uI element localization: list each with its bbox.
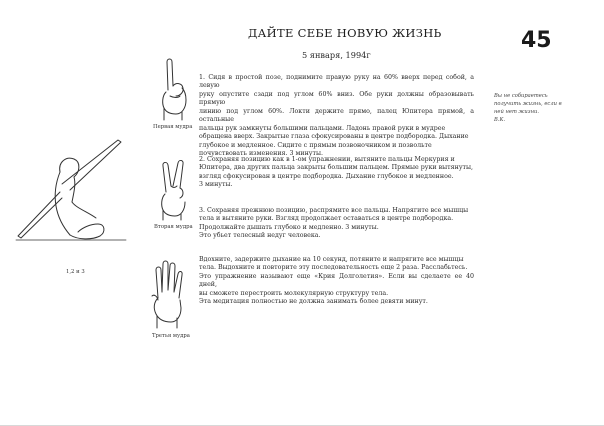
side-note-line: Вы не собираетесь (494, 93, 548, 99)
text-line: тела. Выдохните и повторите эту последовательность еще 2 раза. Расслабьтесь. (199, 264, 468, 272)
text-line: глубокое и медленное. Сидите с прямым позвоночником и позвольте (199, 141, 432, 149)
exercise-2-paragraph (199, 156, 474, 190)
text-line: обращена вверх. Закрытые глаза сфокусированы в центре подбородка. Дыхание (199, 133, 469, 141)
text-line: Продолжайте дышать глубоко и медленно. 3 минуты. (199, 223, 379, 231)
exercise-1-paragraph (199, 74, 474, 159)
second-mudra-caption: Вторая мудра (154, 224, 193, 230)
text-line: вы сможете перестроить молекулярную структуру тела. (199, 289, 389, 297)
side-note-signature: В.К. (494, 116, 506, 123)
text-line: 3 минуты. (199, 181, 233, 189)
text-line: Это убьет телесный недуг человека. (199, 232, 321, 240)
text-line: Это упражнение называют еще «Крия Долголетия». Если вы сделаете ее 40 дней, (199, 272, 474, 289)
text-line: линию под углом 60%. Локти держите прямо, палец Юпитера прямой, а остальные (199, 107, 474, 124)
page-title: ДАЙТЕ СЕБЕ НОВУЮ ЖИЗНЬ (248, 26, 442, 40)
page-date: 5 января, 1994г (302, 50, 371, 60)
pose-caption: 1,2 и 3 (66, 269, 85, 275)
text-line: руку опустите сзади под углом 60% вниз. Обе руки должны образовывать прямую (199, 90, 474, 107)
seated-pose-illustration (8, 132, 128, 247)
text-line: тела и вытяните руки. Взгляд продолжает оставаться в центре подбородка. (199, 215, 454, 223)
third-mudra-caption: Третья мудра (152, 333, 190, 339)
finishing-paragraph (199, 256, 474, 307)
first-mudra-hand-illustration (156, 56, 190, 122)
text-line: почувствовать изменения. 3 минуты. (199, 150, 324, 158)
text-line: Юпитера, два других пальца закрыты большим пальцем. Прямые руки вытянуты, (199, 164, 474, 172)
text-line: 2. Сохраняя позицию как в 1-ом упражнении, вытяните пальцы Меркурия и (199, 156, 455, 163)
exercise-3-paragraph (199, 207, 474, 241)
side-note (494, 93, 570, 125)
text-line: Эта медитация полностью не должна занимать более девяти минут. (199, 298, 428, 306)
text-line: 3. Сохраняя прежнюю позицию, распрямите все пальцы. Напрягите все мышцы (199, 207, 469, 214)
text-line: 1. Сидя в простой позе, поднимите правую руку на 60% вверх перед собой, а левую (199, 74, 474, 90)
first-mudra-caption: Первая мудра (153, 124, 193, 130)
page-number: 45 (521, 28, 552, 53)
third-mudra-hand-illustration (150, 258, 190, 330)
text-line: Вдохните, задержите дыхание на 10 секунд, потяните и напрягите все мышцы (199, 256, 464, 263)
text-line: взгляд сфокусирован в центре подбородка. Дыхание глубокое и медленное. (199, 172, 454, 180)
side-note-line: получить жизнь, если в (494, 100, 562, 107)
side-note-line: ней нет жизни. (494, 108, 540, 115)
text-line: пальцы рук замкнуты большими пальцами. Ладонь правой руки в мудрее (199, 124, 446, 132)
second-mudra-hand-illustration (156, 158, 190, 222)
